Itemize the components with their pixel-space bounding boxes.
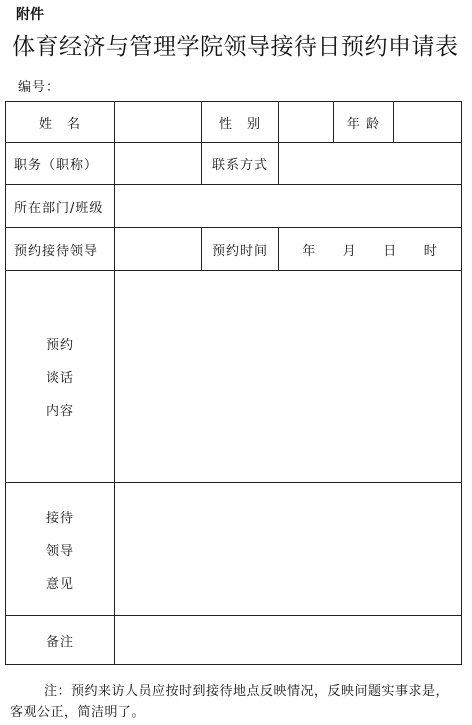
year-label: 年	[302, 243, 317, 259]
content-label-line: 谈话	[45, 371, 74, 386]
remark-label: 备注	[6, 616, 115, 665]
contact-field[interactable]	[279, 143, 462, 185]
content-label-line: 内容	[45, 404, 74, 419]
month-label: 月	[342, 243, 357, 259]
attachment-label: 附件	[16, 7, 44, 23]
row-content	[6, 271, 462, 483]
remark-field[interactable]	[115, 616, 462, 665]
age-label: 年 龄	[334, 102, 394, 143]
hour-label: 时	[423, 243, 438, 259]
leader-field[interactable]	[115, 228, 202, 271]
leader-label: 预约接待领导	[6, 228, 115, 271]
row-opinion	[6, 483, 462, 616]
opinion-field[interactable]	[115, 483, 462, 616]
position-label: 职务（职称）	[6, 143, 115, 185]
row-basic-info	[6, 102, 462, 143]
position-field[interactable]	[115, 143, 202, 185]
application-form-table	[5, 101, 462, 665]
contact-label: 联系方式	[202, 143, 279, 185]
content-label	[6, 271, 115, 483]
content-label-line: 预约	[45, 338, 74, 353]
gender-field[interactable]	[279, 102, 334, 143]
department-label: 所在部门/班级	[6, 185, 115, 228]
row-appointment	[6, 228, 462, 271]
department-field[interactable]	[115, 185, 462, 228]
row-position-contact	[6, 143, 462, 185]
time-label: 预约时间	[202, 228, 279, 271]
opinion-label-line: 接待	[45, 510, 74, 526]
footnote: 注：预约来访人员应按时到接待地点反映情况，反映问题实事求是，客观公正，简洁明了。	[10, 684, 450, 720]
day-label: 日	[383, 243, 398, 259]
form-title: 体育经济与管理学院领导接待日预约申请表	[12, 34, 459, 60]
name-label: 姓 名	[6, 102, 115, 143]
time-field[interactable]	[279, 228, 462, 271]
opinion-label-line: 意见	[45, 576, 74, 592]
name-field[interactable]	[115, 102, 202, 143]
content-field[interactable]	[115, 271, 462, 483]
age-field[interactable]	[394, 102, 462, 143]
row-remark	[6, 616, 462, 665]
row-department	[6, 185, 462, 228]
opinion-label	[6, 483, 115, 616]
serial-number-label: 编号：	[18, 80, 61, 95]
gender-label: 性 别	[202, 102, 279, 143]
opinion-label-line: 领导	[45, 543, 74, 559]
